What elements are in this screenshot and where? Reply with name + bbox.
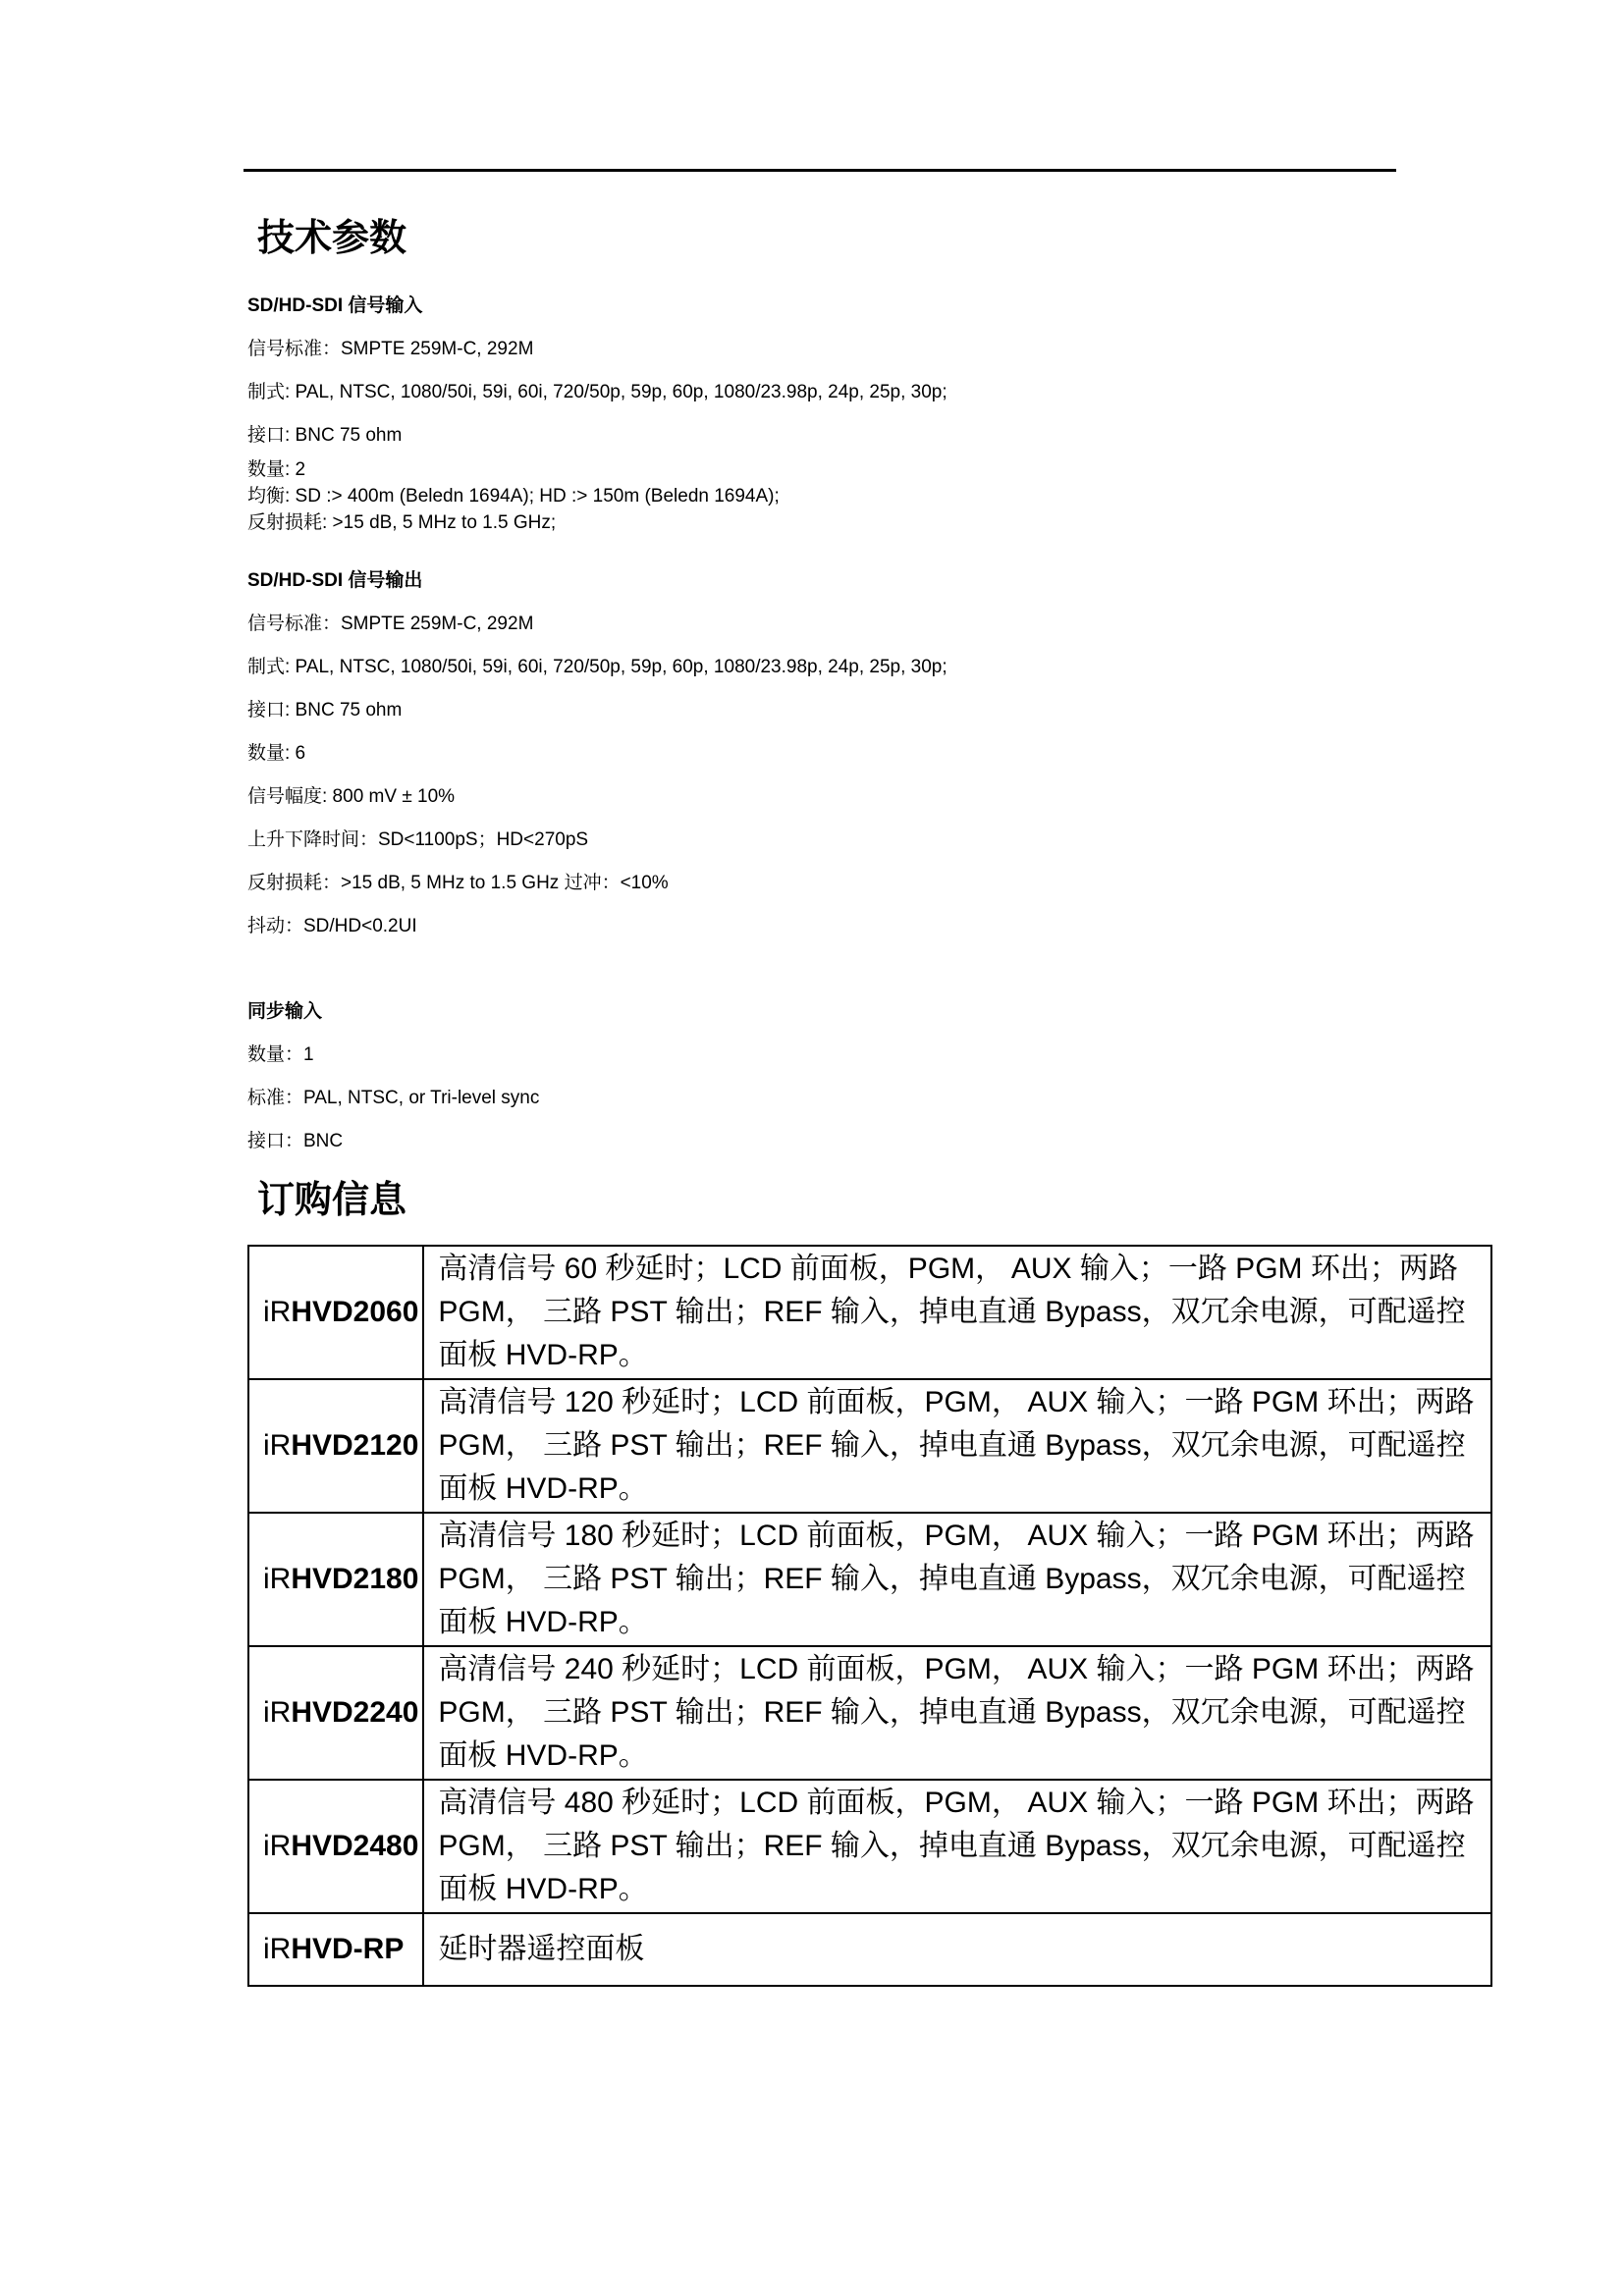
model-cell (248, 1913, 423, 1986)
sdi-output-title: SD/HD-SDI 信号输出 (247, 570, 423, 591)
header-rule (244, 169, 1396, 172)
table-row (248, 1379, 1491, 1513)
model-number: HVD2480 (291, 1830, 419, 1862)
sdi-input-quantity: 数量: 2 (247, 459, 306, 480)
model-cell (248, 1646, 423, 1780)
section-title-specs: 技术参数 (257, 218, 407, 259)
model-number: HVD2060 (291, 1296, 419, 1328)
model-prefix: iR (263, 1296, 292, 1328)
order-table (247, 1245, 1492, 1987)
table-row (248, 1646, 1491, 1780)
model-prefix: iR (263, 1830, 292, 1862)
model-number: HVD-RP (291, 1933, 405, 1965)
model-cell (248, 1379, 423, 1513)
model-number: HVD2180 (291, 1563, 419, 1595)
section-title-order: 订购信息 (257, 1180, 407, 1221)
model-prefix: iR (263, 1429, 292, 1462)
description-cell: 延时器遥控面板 (423, 1913, 1491, 1986)
model-prefix: iR (263, 1933, 292, 1965)
sdi-output-rise-fall: 上升下降时间：SD<1100pS；HD<270pS (247, 829, 589, 850)
sdi-output-return-loss: 反射损耗：>15 dB, 5 MHz to 1.5 GHz 过冲：<10% (247, 873, 669, 893)
sdi-output-format: 制式: PAL, NTSC, 1080/50i, 59i, 60i, 720/50p, 59p, 60p, 1080/23.98p, 24p, 25p, 30p; (247, 657, 947, 677)
model-cell (248, 1513, 423, 1646)
sdi-output-standard: 信号标准：SMPTE 259M-C, 292M (247, 614, 534, 634)
description-cell: 高清信号 480 秒延时；LCD 前面板，PGM， AUX 输入；一路 PGM 环出；两路 PGM， 三路 PST 输出；REF 输入，掉电直通 Bypass，双冗余电源，可配遥控面板 HVD-RP。 (423, 1780, 1491, 1913)
model-number: HVD2120 (291, 1429, 419, 1462)
sync-input-quantity: 数量：1 (247, 1044, 314, 1065)
sdi-input-equalization: 均衡: SD :> 400m (Beledn 1694A); HD :> 150m (Beledn 1694A); (247, 486, 780, 507)
sdi-input-title: SD/HD-SDI 信号输入 (247, 295, 423, 316)
table-row (248, 1780, 1491, 1913)
model-cell (248, 1246, 423, 1379)
description-cell: 高清信号 120 秒延时；LCD 前面板，PGM， AUX 输入；一路 PGM 环出；两路 PGM， 三路 PST 输出；REF 输入，掉电直通 Bypass，双冗余电源，可配遥控面板 HVD-RP。 (423, 1379, 1491, 1513)
sync-input-connector: 接口：BNC (247, 1131, 344, 1151)
description-cell: 高清信号 240 秒延时；LCD 前面板，PGM， AUX 输入；一路 PGM 环出；两路 PGM， 三路 PST 输出；REF 输入，掉电直通 Bypass，双冗余电源，可配遥控面板 HVD-RP。 (423, 1646, 1491, 1780)
table-row (248, 1913, 1491, 1986)
description-cell: 高清信号 180 秒延时；LCD 前面板，PGM， AUX 输入；一路 PGM 环出；两路 PGM， 三路 PST 输出；REF 输入，掉电直通 Bypass，双冗余电源，可配遥控面板 HVD-RP。 (423, 1513, 1491, 1646)
description-cell: 高清信号 60 秒延时；LCD 前面板，PGM， AUX 输入；一路 PGM 环出；两路 PGM， 三路 PST 输出；REF 输入，掉电直通 Bypass，双冗余电源，可配遥控面板 HVD-RP。 (423, 1246, 1491, 1379)
sync-input-standard: 标准：PAL, NTSC, or Tri-level sync (247, 1088, 540, 1108)
model-number: HVD2240 (291, 1696, 419, 1729)
sync-input-title: 同步输入 (247, 1001, 323, 1022)
sdi-output-jitter: 抖动：SD/HD<0.2UI (247, 916, 417, 936)
table-row (248, 1246, 1491, 1379)
model-cell (248, 1780, 423, 1913)
sdi-output-amplitude: 信号幅度: 800 mV ± 10% (247, 786, 456, 807)
sdi-input-standard: 信号标准：SMPTE 259M-C, 292M (247, 339, 534, 359)
sdi-output-connector: 接口: BNC 75 ohm (247, 700, 403, 721)
model-prefix: iR (263, 1563, 292, 1595)
sdi-output-quantity: 数量: 6 (247, 743, 306, 764)
sdi-input-return-loss: 反射损耗: >15 dB, 5 MHz to 1.5 GHz; (247, 512, 557, 533)
sdi-input-connector: 接口: BNC 75 ohm (247, 425, 403, 446)
table-row (248, 1513, 1491, 1646)
model-prefix: iR (263, 1696, 292, 1729)
sdi-input-format: 制式: PAL, NTSC, 1080/50i, 59i, 60i, 720/50p, 59p, 60p, 1080/23.98p, 24p, 25p, 30p; (247, 382, 947, 402)
